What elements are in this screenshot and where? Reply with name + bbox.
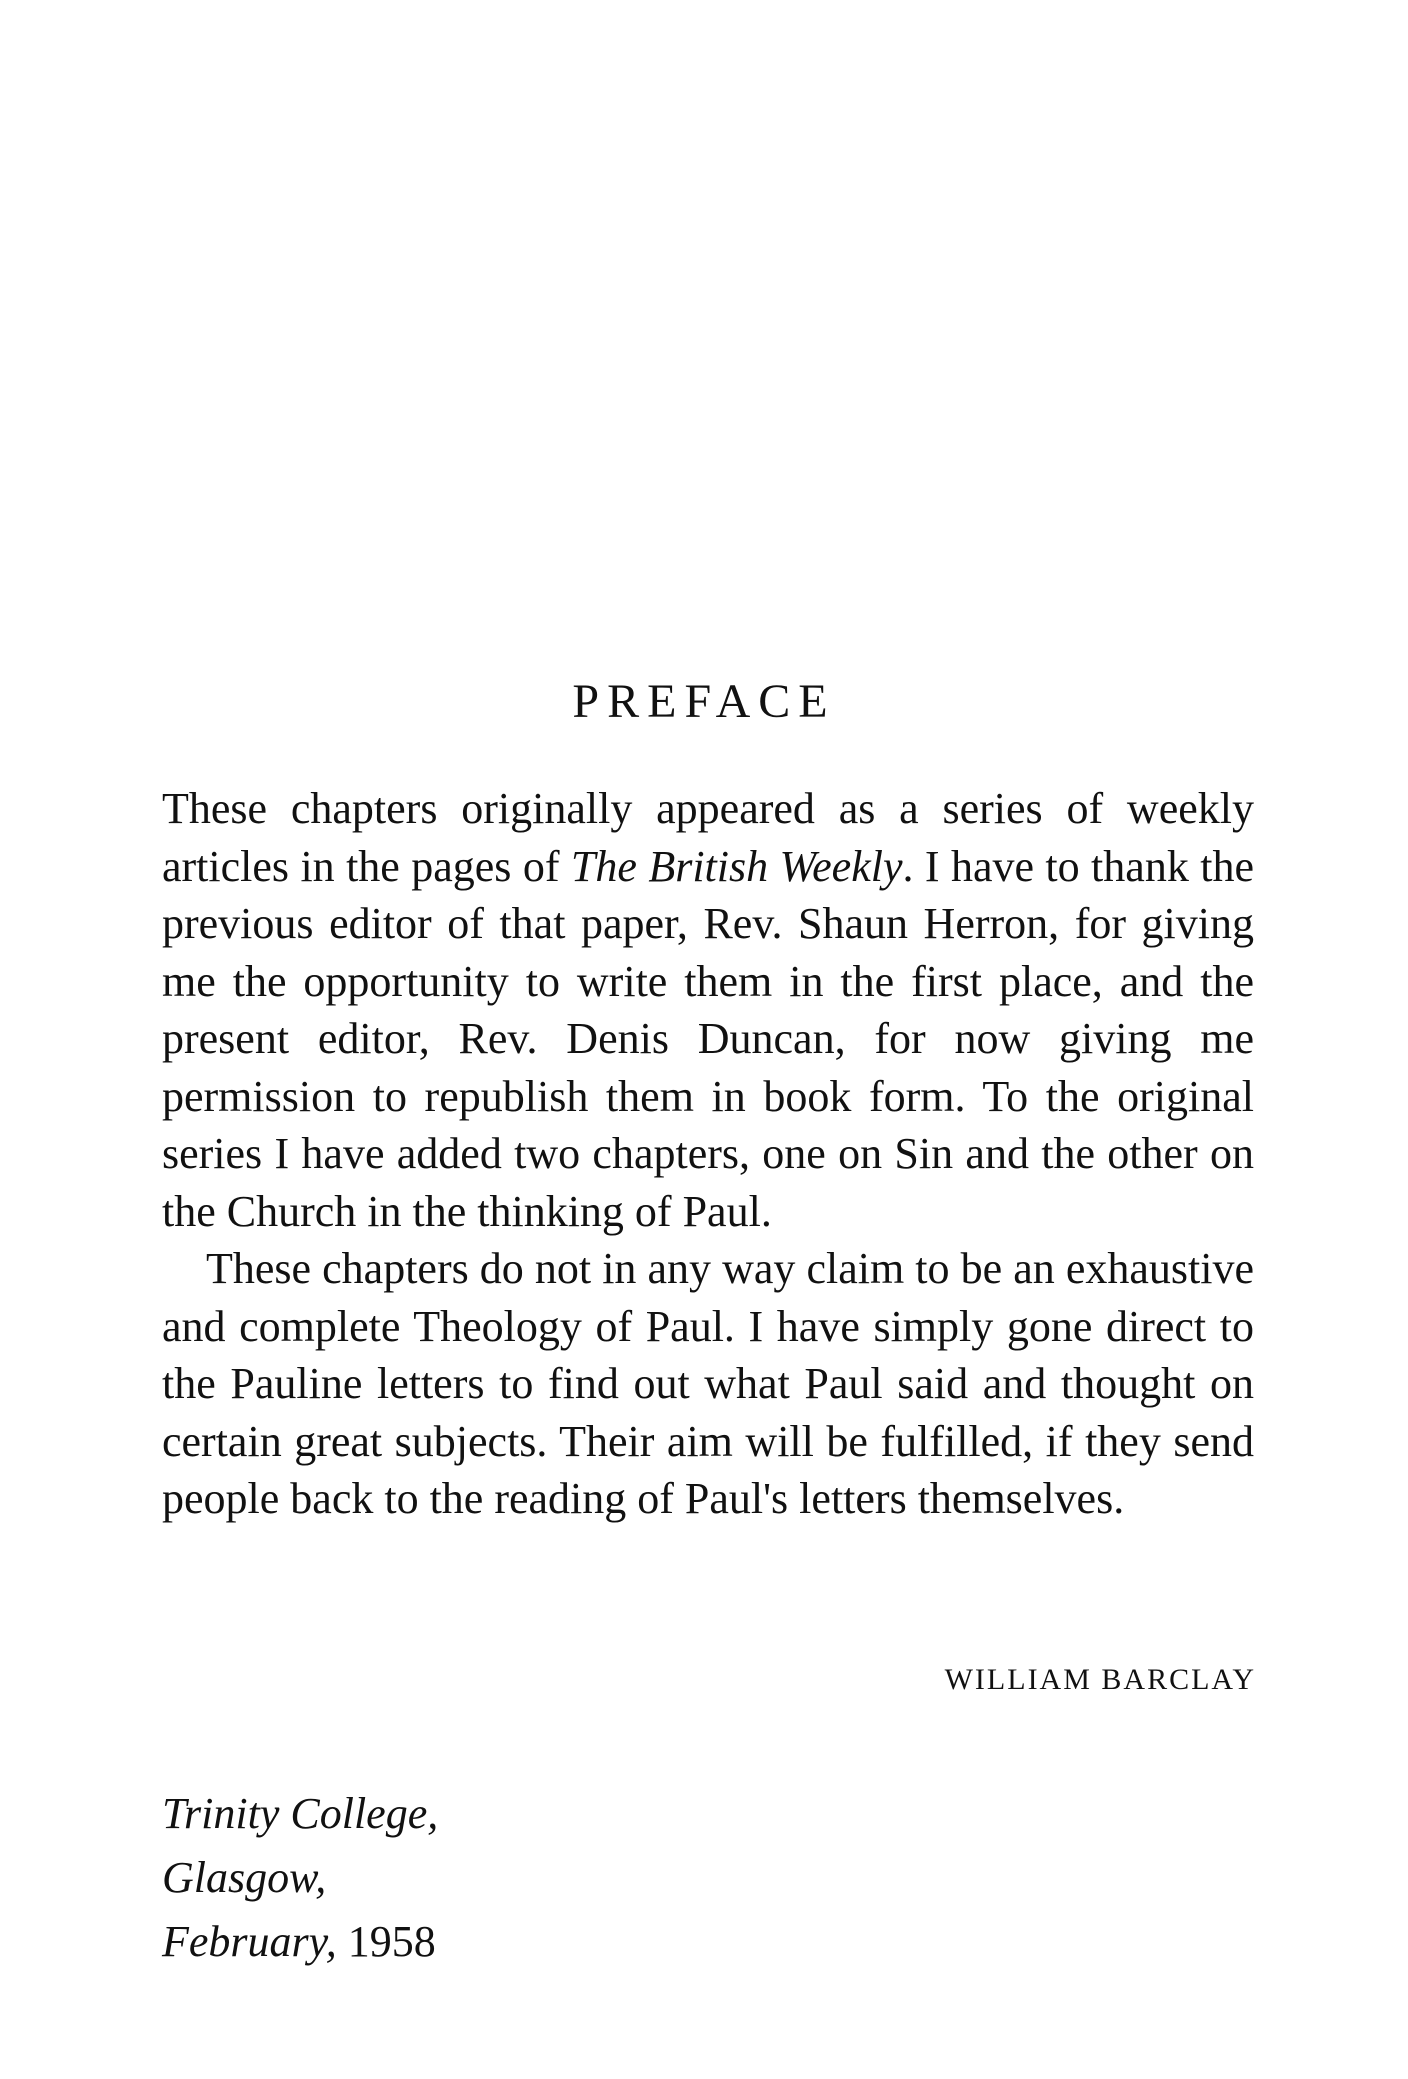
paragraph-1-text-a: These chapters originally appeared as a series of weekly articles in the pages of — [162, 784, 1254, 891]
address-line-college: Trinity College, — [162, 1789, 439, 1838]
date-year: 1958 — [347, 1917, 436, 1966]
publication-title: The British Weekly — [570, 841, 903, 891]
address-line-city: Glasgow, — [162, 1853, 327, 1902]
page-title: PREFACE — [572, 675, 836, 728]
paragraph-1 — [162, 780, 1254, 1240]
address-line-date — [162, 1910, 438, 1974]
preface-body — [162, 780, 1254, 1528]
author-signature: WILLIAM BARCLAY — [944, 1663, 1256, 1696]
paragraph-1-text-b: . I have to thank the previous editor of that paper, Rev. Shaun Herron, for giving me the opportunity to write them in the first place, and the present editor, Rev. Denis Duncan, for now giving me permission to republish them in book form. To the original series I have added two chapters, one on Sin and the other on the Church in the thinking of Paul. — [162, 841, 1254, 1236]
place-and-date — [162, 1782, 438, 1974]
date-month: February, — [162, 1917, 337, 1966]
paragraph-2: These chapters do not in any way claim to be an exhaustive and complete Theology of Paul. I have simply gone direct to the Pauline letters to find out what Paul said and thought on certain great subjects. Their aim will be fulfilled, if they send people back to the reading of Paul's letters themselves. — [162, 1244, 1254, 1523]
